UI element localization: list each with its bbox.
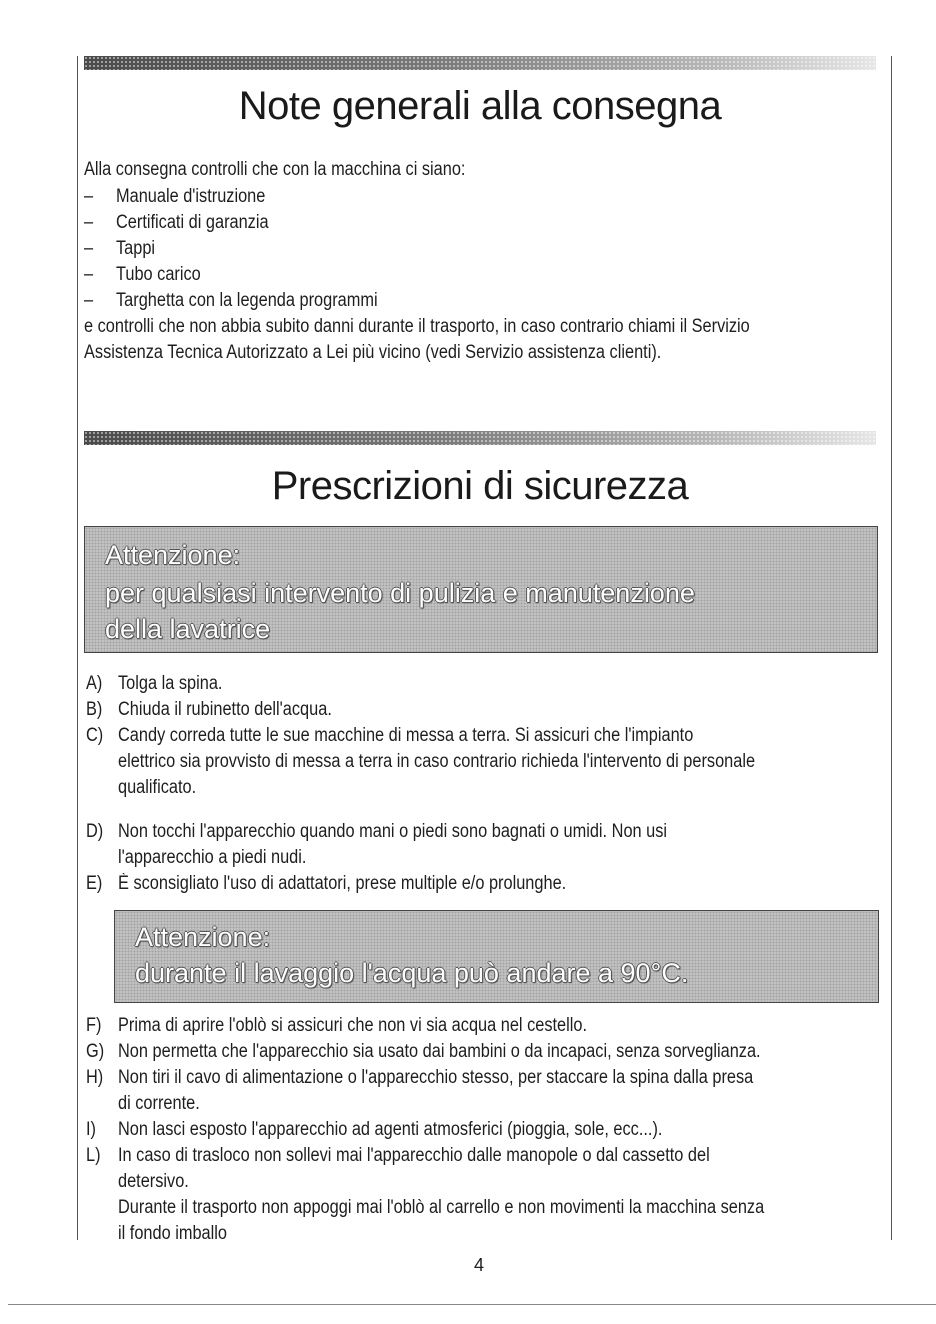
delivery-intro: Alla consegna controlli che con la macchina ci siano: (84, 159, 466, 180)
warning-heading: Attenzione: (135, 922, 271, 952)
item-letter: C) (86, 725, 104, 746)
list-item: Tubo carico (116, 264, 201, 285)
list-item: Certificati di garanzia (116, 212, 269, 233)
page-number: 4 (474, 1255, 485, 1275)
safety-item-line: In caso di trasloco non sollevi mai l'apparecchio dalle manopole o dal cassetto del (118, 1145, 710, 1166)
section-header-band (84, 431, 876, 445)
item-letter: F) (86, 1015, 102, 1036)
delivery-closing-line: e controlli che non abbia subito danni durante il trasporto, in caso contrario chiami il Servizio (84, 316, 750, 337)
delivery-closing-line: Assistenza Tecnica Autorizzato a Lei più vicino (vedi Servizio assistenza clienti). (84, 342, 662, 363)
warning-line: durante il lavaggio l'acqua può andare a 90°C. (135, 958, 689, 988)
list-bullet: – (84, 186, 94, 207)
safety-item-line: Non tiri il cavo di alimentazione o l'apparecchio stesso, per staccare la spina dalla presa (118, 1067, 754, 1088)
item-letter: I) (86, 1119, 96, 1140)
safety-item-line: detersivo. (118, 1171, 189, 1192)
item-letter: G) (86, 1041, 105, 1062)
safety-item-line: qualificato. (118, 777, 197, 798)
list-item: Manuale d'istruzione (116, 186, 266, 207)
item-letter: L) (86, 1145, 101, 1166)
safety-item-line: Candy correda tutte le sue macchine di messa a terra. Si assicuri che l'impianto (118, 725, 694, 746)
safety-item-line: di corrente. (118, 1093, 200, 1114)
section-title-safety: Prescrizioni di sicurezza (271, 464, 689, 508)
page-frame-right (891, 56, 892, 1240)
item-letter: E) (86, 873, 103, 894)
list-bullet: – (84, 238, 94, 259)
safety-item-line: Chiuda il rubinetto dell'acqua. (118, 699, 332, 720)
safety-item-line: il fondo imballo (118, 1223, 228, 1244)
section-title-delivery: Note generali alla consegna (238, 84, 722, 128)
safety-item-line: Prima di aprire l'oblò si assicuri che non vi sia acqua nel cestello. (118, 1015, 588, 1036)
safety-item-line: elettrico sia provvisto di messa a terra in caso contrario richieda l'intervento di personale (118, 751, 756, 772)
page-frame-left (77, 56, 78, 1240)
safety-item-line: Non lasci esposto l'apparecchio ad agenti atmosferici (pioggia, sole, ecc...). (118, 1119, 663, 1140)
item-letter: B) (86, 699, 103, 720)
item-letter: H) (86, 1067, 104, 1088)
safety-item-line: È sconsigliato l'uso di adattatori, prese multiple e/o prolunghe. (118, 873, 567, 894)
warning-box-maintenance (84, 526, 878, 653)
list-bullet: – (84, 212, 94, 233)
item-letter: A) (86, 673, 103, 694)
list-item: Tappi (116, 238, 156, 259)
warning-box-temperature (114, 910, 879, 1003)
warning-line: della lavatrice (105, 614, 271, 644)
safety-item-line: Tolga la spina. (118, 673, 223, 694)
list-item: Targhetta con la legenda programmi (116, 290, 378, 311)
section-header-band (84, 56, 876, 70)
footer-rule (8, 1304, 936, 1305)
safety-item-line: Non permetta che l'apparecchio sia usato dai bambini o da incapaci, senza sorveglianza. (118, 1041, 761, 1062)
warning-line: per qualsiasi intervento di pulizia e manutenzione (105, 578, 695, 608)
warning-heading: Attenzione: (105, 540, 241, 570)
list-bullet: – (84, 290, 94, 311)
safety-item-line: Durante il trasporto non appoggi mai l'oblò al carrello e non movimenti la macchina senza (118, 1197, 765, 1218)
safety-item-line: l'apparecchio a piedi nudi. (118, 847, 307, 868)
item-letter: D) (86, 821, 104, 842)
list-bullet: – (84, 264, 94, 285)
safety-item-line: Non tocchi l'apparecchio quando mani o piedi sono bagnati o umidi. Non usi (118, 821, 668, 842)
